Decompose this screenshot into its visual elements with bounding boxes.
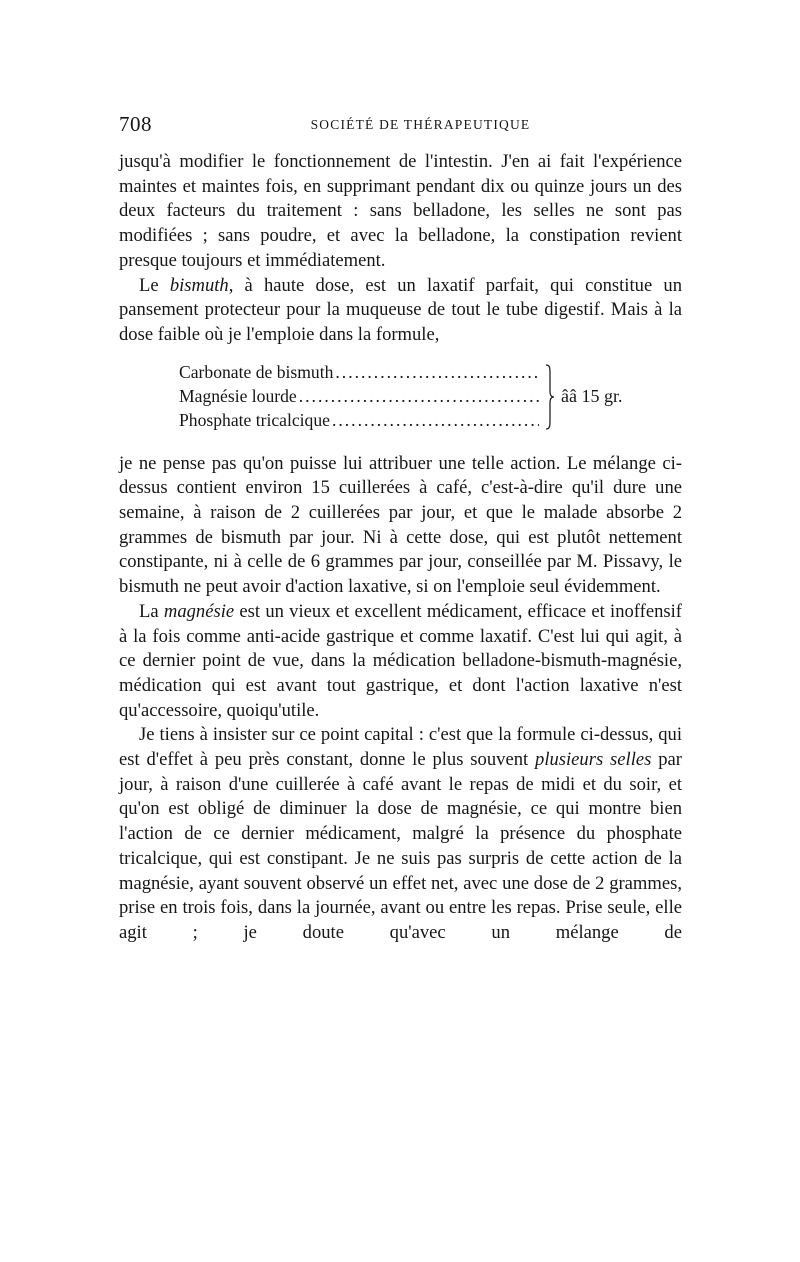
term-magnesie: magnésie	[163, 600, 235, 622]
formula-ingredient-list	[179, 360, 539, 432]
running-head: SOCIÉTÉ DE THÉRAPEUTIQUE	[310, 117, 531, 132]
paragraph-magnesie	[119, 600, 682, 724]
paragraph-point-capital	[119, 723, 682, 945]
body-text	[119, 150, 682, 946]
paragraph-bismuth	[119, 274, 682, 348]
paragraph-point-capital-lead: Je tiens à insister sur ce point capital : c'est que la formule ci-dessus, qui est d'effet à peu près constant, donne le plus souvent	[119, 724, 682, 771]
leader-dots	[299, 384, 539, 408]
formula-dose: ââ 15 gr.	[561, 385, 623, 406]
paragraph-bismuth-lead: Le	[139, 274, 170, 296]
paragraph-bismuth-rest: , à haute dose, est un laxatif parfait, qui constitue un pansement protecteur pour la muqueuse de tout le tube digestif. Mais à la dose faible où je l'emploie dans la formule,	[119, 274, 682, 345]
ingredient-name: Carbonate de bismuth	[179, 361, 334, 382]
term-bismuth: bismuth	[169, 274, 229, 296]
formula-ingredient	[179, 408, 539, 432]
page-header	[119, 112, 682, 142]
ingredient-name: Phosphate tricalcique	[179, 409, 330, 430]
formula-ingredient	[179, 360, 539, 384]
paragraph-magnesie-rest: est un vieux et excellent médicament, efficace et inoffensif à la fois comme anti-acide gastrique et comme laxatif. C'est lui qui agit, à ce dernier point de vue, dans la médication belladone-bismuth-magnésie, médication qui est avant tout gastrique, et dont l'action laxative n'est qu'accessoire, quoiqu'utile.	[119, 600, 682, 721]
term-plusieurs-selles: plusieurs selles	[535, 749, 652, 771]
paragraph-point-capital-rest: par jour, à raison d'une cuillerée à café avant le repas de midi et du soir, et qu'on est obligé de diminuer la dose de magnésie, ce qui montre bien l'action de ce dernier médicament, malgré la présence du phosphate tricalcique, qui est constipant. Je ne suis pas surpris de cette action de la magnésie, ayant souvent observé un effet net, avec une dose de 2 grammes, prise en trois fois, dans la journée, avant ou entre les repas. Prise seule, elle agit ; je doute qu'avec un mélange de	[119, 749, 682, 943]
leader-dots	[332, 408, 539, 432]
formula-ingredient	[179, 384, 539, 408]
ingredient-name: Magnésie lourde	[179, 385, 297, 406]
paragraph-magnesie-lead: La	[139, 600, 164, 622]
prescription-formula	[119, 356, 682, 438]
leader-dots	[335, 360, 539, 384]
page-number: 708	[119, 112, 152, 136]
paragraph-intestin: jusqu'à modifier le fonctionnement de l'intestin. J'en ai fait l'expérience maintes et maintes fois, en supprimant pendant dix ou quinze jours un des deux facteurs du traitement : sans belladone, les selles ne sont pas modifiées ; sans poudre, et avec la belladone, la constipation revient presque toujours et immédiatement.	[119, 151, 682, 271]
curly-brace-icon	[545, 364, 555, 430]
paragraph-dosage: je ne pense pas qu'on puisse lui attribuer une telle action. Le mélange ci-dessus contient environ 15 cuillerées à café, c'est-à-dire qu'il dure une semaine, à raison de 2 cuillerées par jour, et que le malade absorbe 2 grammes de bismuth par jour. Ni à cette dose, qui est plutôt nettement constipante, ni à celle de 6 grammes par jour, conseillée par M. Pissavy, le bismuth ne peut avoir d'action laxative, si on l'emploie seul évidemment.	[119, 452, 682, 598]
